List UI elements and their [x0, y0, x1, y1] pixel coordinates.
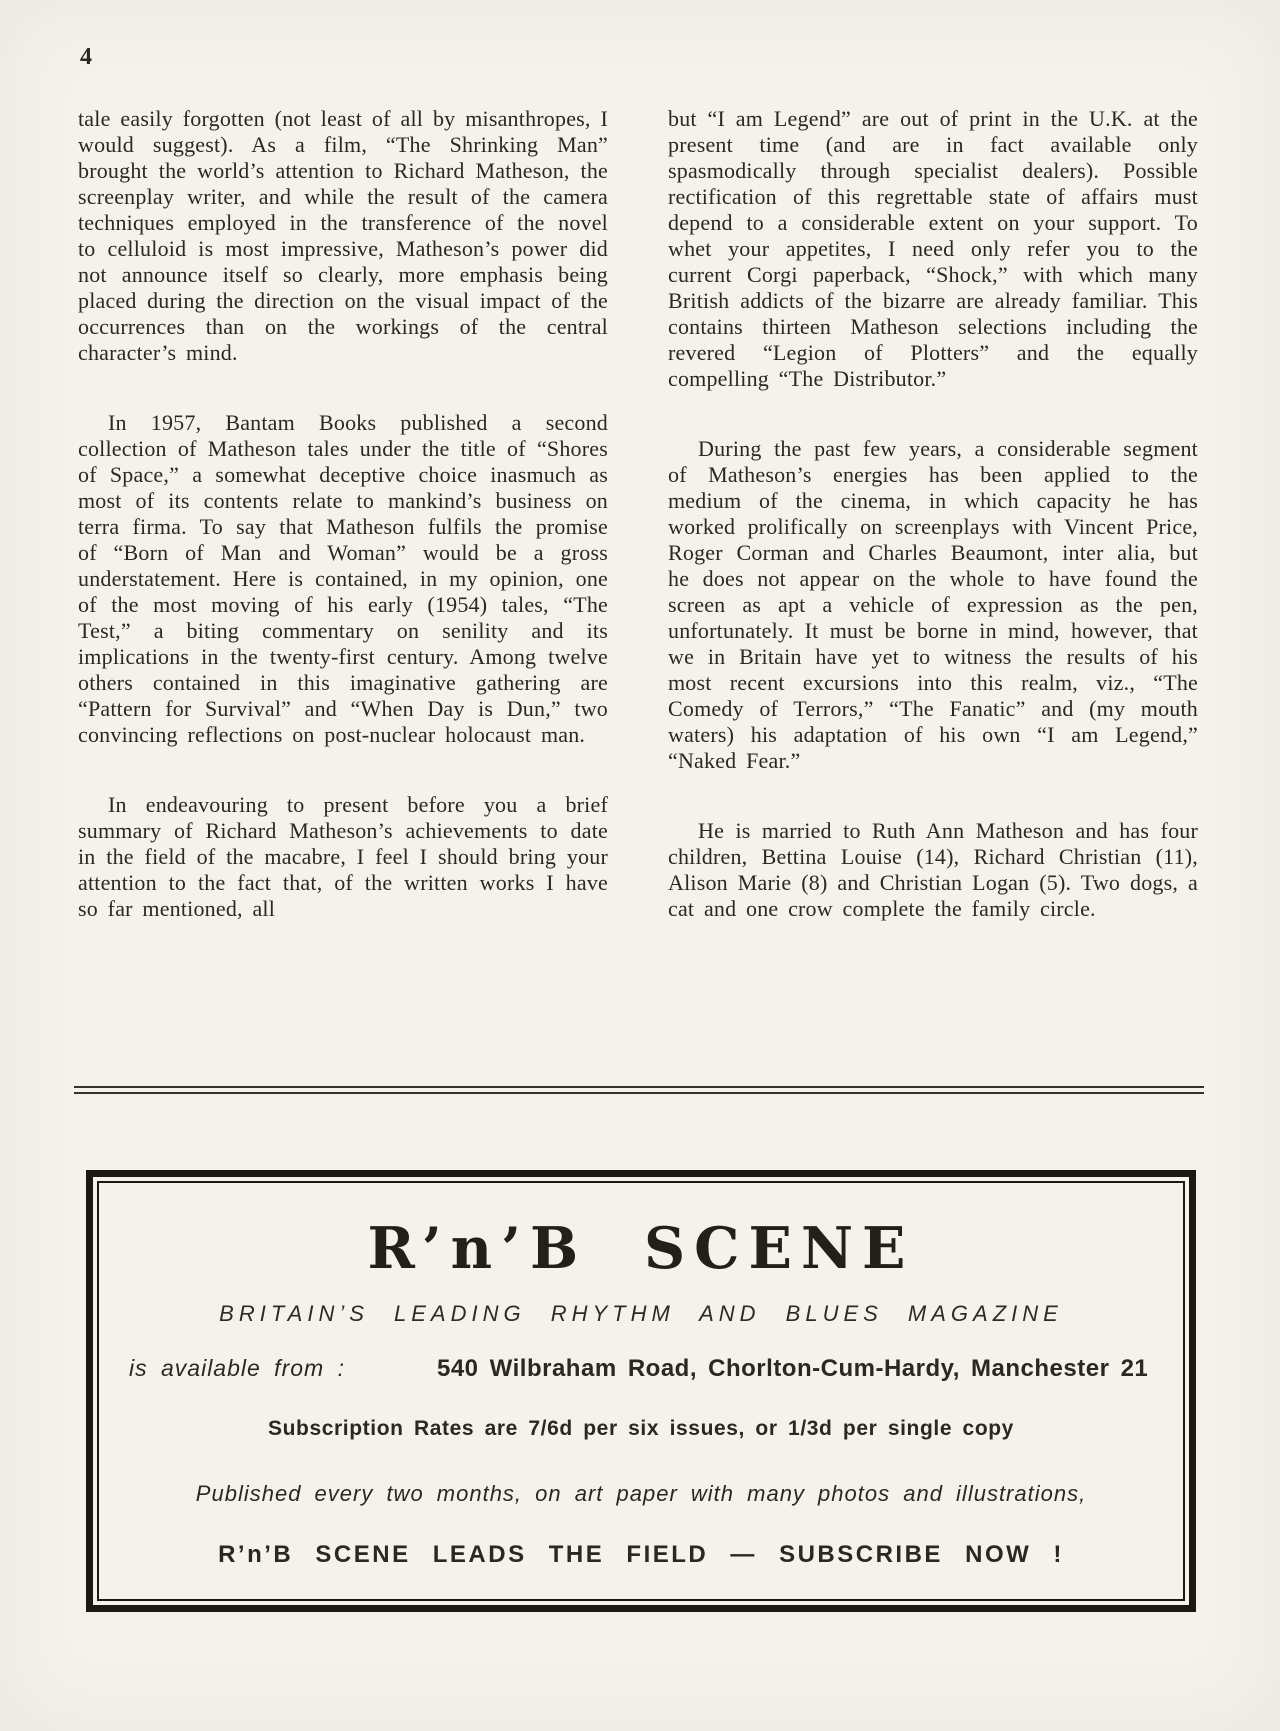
article-left-column	[78, 106, 608, 966]
paragraph: but “I am Legend” are out of print in the U.K. at the present time (and are in fact available only spasmodically through specialist dealers). Possible rectification of this regrettable state of affairs must depend to a considerable extent on your support. To whet your appetites, I need only refer you to the current Corgi paperback, “Shock,” with which many British addicts of the bizarre are already familiar. This contains thirteen Matheson selections including the revered “Legion of Plotters” and the equally compelling “The Distributor.”	[668, 106, 1198, 391]
paragraph: In endeavouring to present before you a brief summary of Richard Matheson’s achievements to date in the field of the macabre, I feel I should bring your attention to the fact that, of the written works I have so far mentioned, all	[78, 792, 608, 921]
article-body	[78, 106, 1198, 966]
advert-box	[86, 1170, 1196, 1612]
paragraph: In 1957, Bantam Books published a second collection of Matheson tales under the title of “Shores of Space,” a somewhat deceptive choice inasmuch as most of its contents relate to mankind’s business on terra firma. To say that Matheson fulfils the promise of “Born of Man and Woman” would be a gross understatement. Here is contained, in my opinion, one of the most moving of his early (1954) tales, “The Test,” a biting commentary on senility and its implications in the twenty-first century. Among twelve others contained in this imaginative gathering are “Pattern for Survival” and “When Day is Dun,” two convincing reflections on post-nuclear holocaust man.	[78, 410, 608, 747]
subscription-rates: Subscription Rates are 7/6d per six issues, or 1/3d per single copy	[268, 1417, 1014, 1440]
advert-subtitle: BRITAIN’S LEADING RHYTHM AND BLUES MAGAZINE	[219, 1301, 1063, 1326]
availability-label: is available from :	[129, 1355, 345, 1381]
advert-inner-frame	[97, 1181, 1185, 1601]
publication-info: Published every two months, on art paper with many photos and illustrations,	[195, 1481, 1087, 1506]
availability-address: 540 Wilbraham Road, Chorlton-Cum-Hardy, Manchester 21	[436, 1355, 1149, 1382]
page-number: 4	[80, 44, 93, 70]
section-divider	[74, 1086, 1204, 1094]
advert-title: R’n’B SCENE	[367, 1215, 915, 1282]
paragraph: He is married to Ruth Ann Matheson and has four children, Bettina Louise (14), Richard Christian (11), Alison Marie (8) and Christian Logan (5). Two dogs, a cat and one crow complete the family circle.	[668, 818, 1198, 921]
paragraph: During the past few years, a considerable segment of Matheson’s energies has been applied to the medium of the cinema, in which capacity he has worked prolifically on screenplays with Vincent Price, Roger Corman and Charles Beaumont, inter alia, but he does not appear on the whole to have found the screen as apt a vehicle of expression as the pen, unfortunately. It must be borne in mind, however, that we in Britain have yet to witness the results of his most recent excursions into this realm, viz., “The Comedy of Terrors,” “The Fanatic” and (my mouth waters) his adaptation of his own “I am Legend,” “Naked Fear.”	[668, 436, 1198, 773]
paragraph: tale easily forgotten (not least of all by misanthropes, I would suggest). As a film, “The Shrinking Man” brought the world’s attention to Richard Matheson, the screenplay writer, and while the result of the camera techniques employed in the transference of the novel to celluloid is most impressive, Matheson’s power did not announce itself so clearly, more emphasis being placed during the direction on the visual impact of the occurrences than on the workings of the central character’s mind.	[78, 106, 608, 365]
advert-slogan: R’n’B SCENE LEADS THE FIELD — SUBSCRIBE NOW !	[218, 1541, 1064, 1568]
article-right-column	[668, 106, 1198, 966]
advert-availability-row	[99, 1355, 1183, 1383]
